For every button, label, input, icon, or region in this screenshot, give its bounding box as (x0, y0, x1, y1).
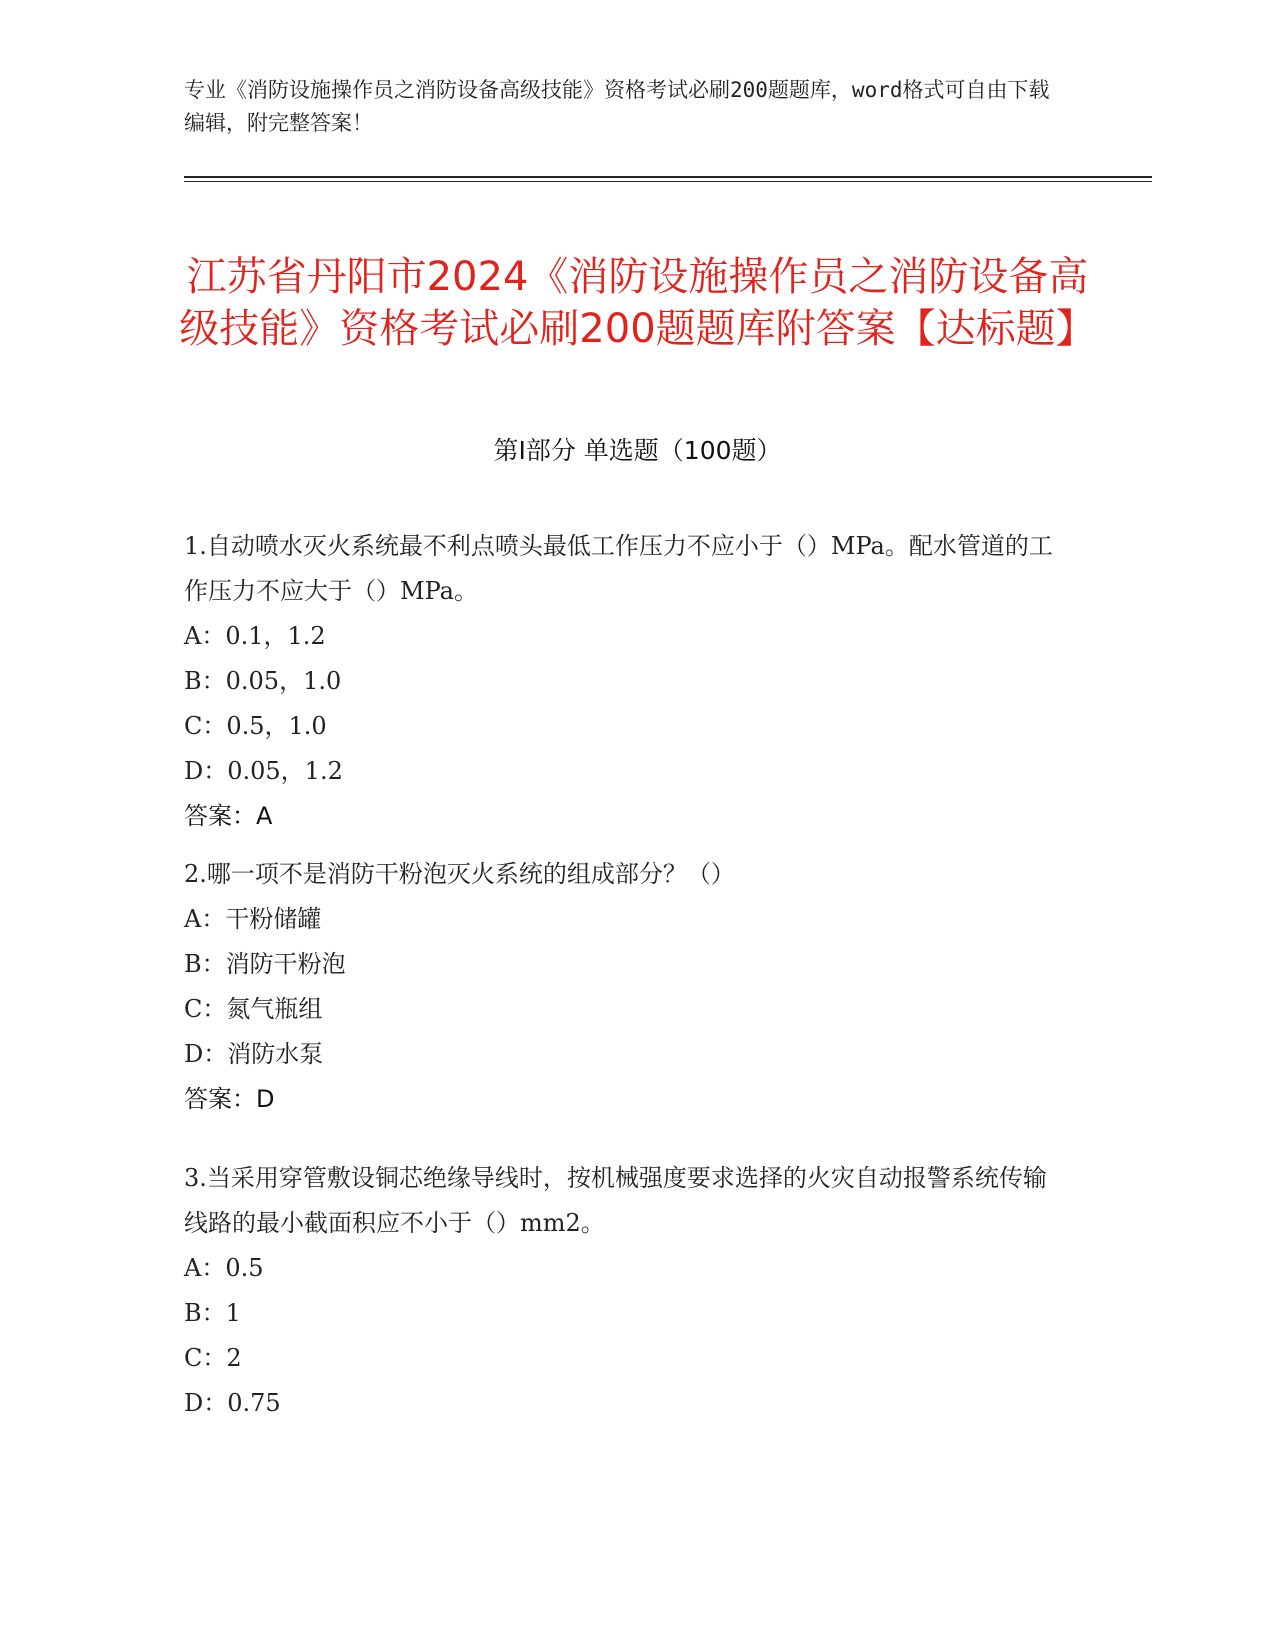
question-block (184, 524, 1064, 839)
option-b: B：1 (184, 1299, 241, 1327)
option-a: A：干粉储罐 (184, 905, 322, 933)
section-title: 第Ⅰ部分 单选题（100题） (493, 436, 782, 465)
question-text: 1.自动喷水灭火系统最不利点喷头最低工作压力不应小于（）MPa。配水管道的工作压力不应大于（）MPa。 (184, 532, 1053, 605)
option-b: B：消防干粉泡 (184, 950, 346, 978)
document-title: 江苏省丹阳市2024《消防设施操作员之消防设备高级技能》资格考试必刷200题题库附答案【达标题】 (179, 253, 1096, 352)
option-c: C：2 (184, 1344, 242, 1372)
answer-text: 答案：A (184, 802, 273, 830)
header-note: 专业《消防设施操作员之消防设备高级技能》资格考试必刷200题题库，word格式可自由下载编辑，附完整答案！ (184, 78, 1050, 135)
option-d: D：消防水泵 (184, 1040, 324, 1068)
option-a: A：0.1，1.2 (184, 622, 326, 650)
header-rule-thin (184, 181, 1152, 182)
answer-text: 答案：D (184, 1085, 275, 1113)
option-c: C：0.5，1.0 (184, 712, 327, 740)
question-block (184, 852, 1064, 1122)
option-d: D：0.75 (184, 1389, 281, 1417)
option-d: D：0.05，1.2 (184, 757, 343, 785)
question-text: 2.哪一项不是消防干粉泡灭火系统的组成部分？（） (184, 860, 735, 888)
question-text: 3.当采用穿管敷设铜芯绝缘导线时，按机械强度要求选择的火灾自动报警系统传输线路的最小截面积应不小于（）mm2。 (184, 1164, 1047, 1237)
option-c: C：氮气瓶组 (184, 995, 323, 1023)
header-rule-thick (184, 176, 1152, 178)
option-a: A：0.5 (184, 1254, 264, 1282)
option-b: B：0.05，1.0 (184, 667, 342, 695)
question-block (184, 1156, 1064, 1426)
